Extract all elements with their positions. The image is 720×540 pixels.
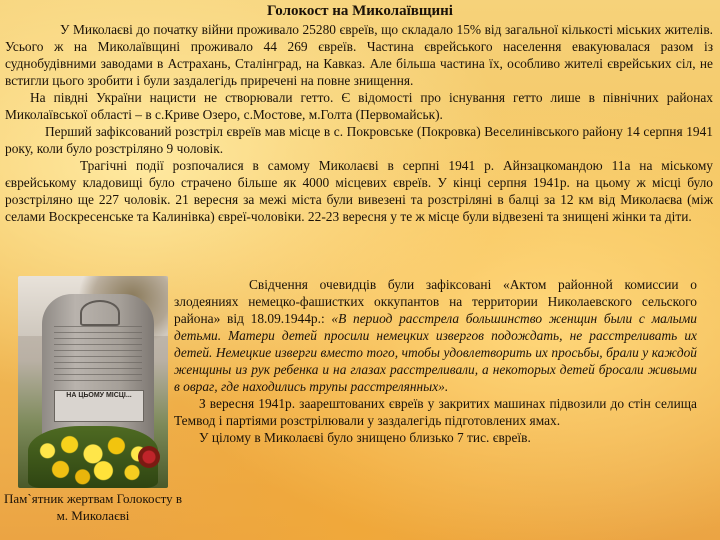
paragraph-total: У цілому в Миколаєві було знищено близько 7 тис. євреїв. [199, 430, 531, 445]
red-flower-icon [138, 446, 160, 468]
testimony-intro: Свідчення очевидців були зафіксовані «Актом районной комиссии о злодеяниях немецко-фашистких оккупантов на территории Николаевского сельского района» від 18.09.1944р.: [174, 277, 697, 326]
paragraph-temvod: З вересня 1941р. заарештованих євреїв у закритих машинах підвозили до стін селища Темвод і партіями розстрілювали у заздалегідь підготовлених ямах. [174, 396, 697, 428]
testimony-text [174, 276, 697, 446]
paragraph-testimony [174, 276, 697, 395]
plaque-text: НА ЦЬОМУ МІСЦІ... [66, 392, 132, 399]
memorial-plaque [54, 390, 144, 422]
memorial-photo [18, 276, 168, 488]
paragraph-ghetto: На півдні України нацисти не створювали гетто. Є відомості про існування гетто лише в північних районах Миколаївської області – в с.Криве Озеро, с.Мостове, м.Голта (Первомайськ). [5, 90, 713, 122]
intro-text [5, 21, 713, 225]
paragraph-first-shooting: Перший зафіксований розстріл євреїв мав місце в с. Покровське (Покровка) Веселинівського району 14 серпня 1941 року, коли було розстріляно 9 чоловік. [5, 124, 713, 156]
menorah-emblem-icon [80, 300, 120, 326]
paragraph-august-events: Трагічні події розпочалися в самому Миколаєві в серпні 1941 р. Айнзацкомандою 11а на міському єврейському кладовищі було страчено більше як 4000 місцевих євреїв. У кінці серпня 1941р. на цьому ж місці було розстріляно ще 227 чоловік. 21 вересня за межі міста були вивезені та розстріляні в балці за 12 км від Миколаєва (між селами Воскресенське та Калинівка) євреї-чоловіки. 22-23 вересня у те ж місце були відвезені та знищені жінки та діти. [5, 158, 713, 224]
paragraph-population: У Миколаєві до початку війни проживало 25280 євреїв, що складало 15% від загальної кількості міських жителів. Усього ж на Миколаївщині проживало 44 269 євреїв. Частина єврейського населення евакуювалася разом із суднобудівними заводами в Астрахань, Сталінград, на Кавказ. Але більша частина їх, особливо жителі єврейських сіл, не встигли цього зробити і були заздалегідь приречені на повне знищення. [5, 22, 713, 88]
photo-caption: Пам`ятник жертвам Голокосту в м. Миколаєві [4, 491, 182, 523]
testimony-quote: «В период расстрела большинство женщин были с малыми детьми. Матери детей просили немецких извергов подождать, не расстреливать их детей. Немецкие изверги вместо того, чтобы удовлетворить их просьбы, брали у каждой женщины из рук ребенка и на глазах расстреливали, а некоторых детей бросали живыми в овраг, где находились трупы расстрелянных». [174, 311, 697, 394]
hebrew-inscription [54, 326, 142, 384]
page-title: Голокост на Миколаївщині [267, 3, 453, 19]
